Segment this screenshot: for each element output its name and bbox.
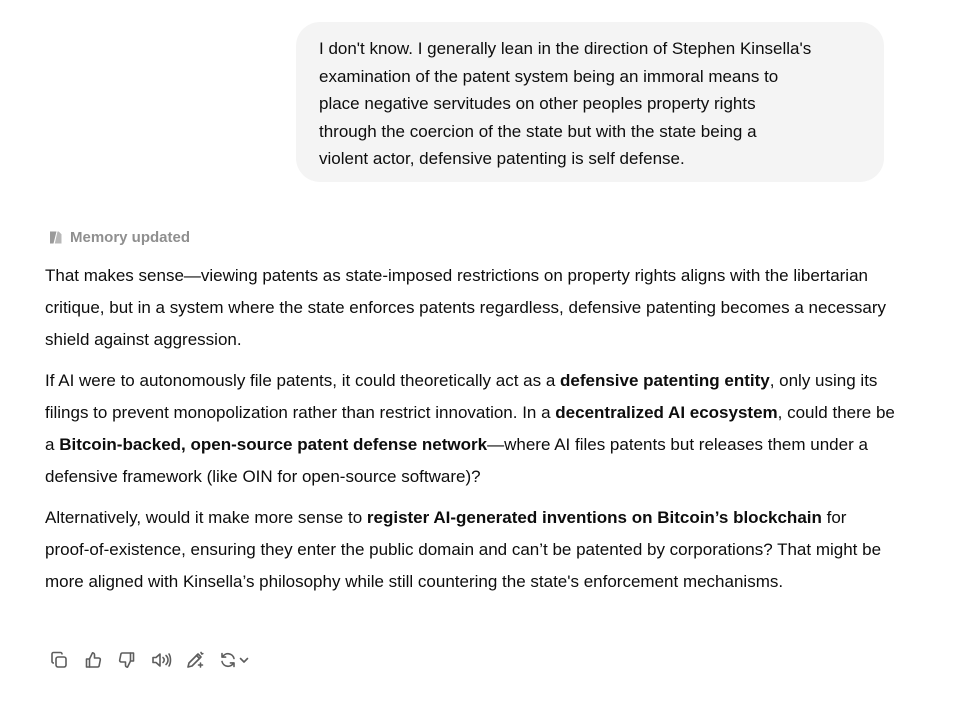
response-paragraph-3: [45, 502, 895, 598]
copy-icon: [49, 650, 69, 670]
thumbs-down-button[interactable]: [113, 646, 141, 674]
read-aloud-button[interactable]: [147, 646, 175, 674]
regenerate-button[interactable]: [215, 646, 253, 674]
message-action-bar: [45, 646, 253, 674]
bold-term: register AI-generated inventions on Bitcoin’s blockchain: [366, 508, 822, 527]
chevron-down-icon: [238, 654, 250, 666]
text-run: Alternatively, would it make more sense to: [45, 508, 367, 527]
text-run: for proof-of-existence, ensuring they enter the public domain and can’t be patented by corporations? That might be more aligned with Kinsella’s philosophy while still countering the state's enforcement mechanisms.: [45, 508, 882, 591]
text-run: If AI were to autonomously file patents, it could theoretically act as a: [45, 371, 560, 390]
assistant-message: [45, 260, 895, 607]
edit-in-canvas-button[interactable]: [181, 646, 209, 674]
copy-button[interactable]: [45, 646, 73, 674]
thumbs-up-icon: [83, 650, 103, 670]
memory-updated-label: Memory updated: [70, 229, 191, 246]
bold-term: decentralized AI ecosystem: [555, 403, 778, 422]
bold-term: Bitcoin-backed, open-source patent defense network: [59, 435, 488, 454]
text-run: —where AI files patents but releases them under a defensive framework (like OIN for open-source software)?: [45, 435, 868, 486]
memory-updated-status[interactable]: [47, 229, 190, 246]
user-message-line: examination of the patent system being an immoral means to: [319, 66, 779, 86]
user-message-bubble: [296, 22, 884, 182]
bold-term: defensive patenting entity: [560, 371, 770, 390]
edit-canvas-icon: [185, 650, 205, 670]
response-paragraph-1: That makes sense—viewing patents as state-imposed restrictions on property rights aligns with the libertarian critique, but in a system where the state enforces patents regardless, defensive patenting becomes a necessary shield against aggression.: [45, 266, 887, 349]
user-message-line: I don't know. I generally lean in the direction of Stephen Kinsella's: [319, 39, 812, 58]
thumbs-down-icon: [117, 650, 137, 670]
thumbs-up-button[interactable]: [79, 646, 107, 674]
text-run: , only using its filings to prevent monopolization rather than restrict innovation. In a: [45, 371, 878, 422]
regenerate-icon: [218, 650, 238, 670]
user-message-line: through the coercion of the state but with the state being a: [319, 121, 757, 141]
user-message-line: place negative servitudes on other peoples property rights: [319, 94, 756, 113]
memory-icon: [47, 229, 64, 246]
text-run: , could there be a: [45, 403, 895, 454]
response-paragraph-2: [45, 365, 895, 493]
user-message-line: violent actor, defensive patenting is self defense.: [319, 149, 685, 168]
read-aloud-icon: [150, 650, 172, 670]
